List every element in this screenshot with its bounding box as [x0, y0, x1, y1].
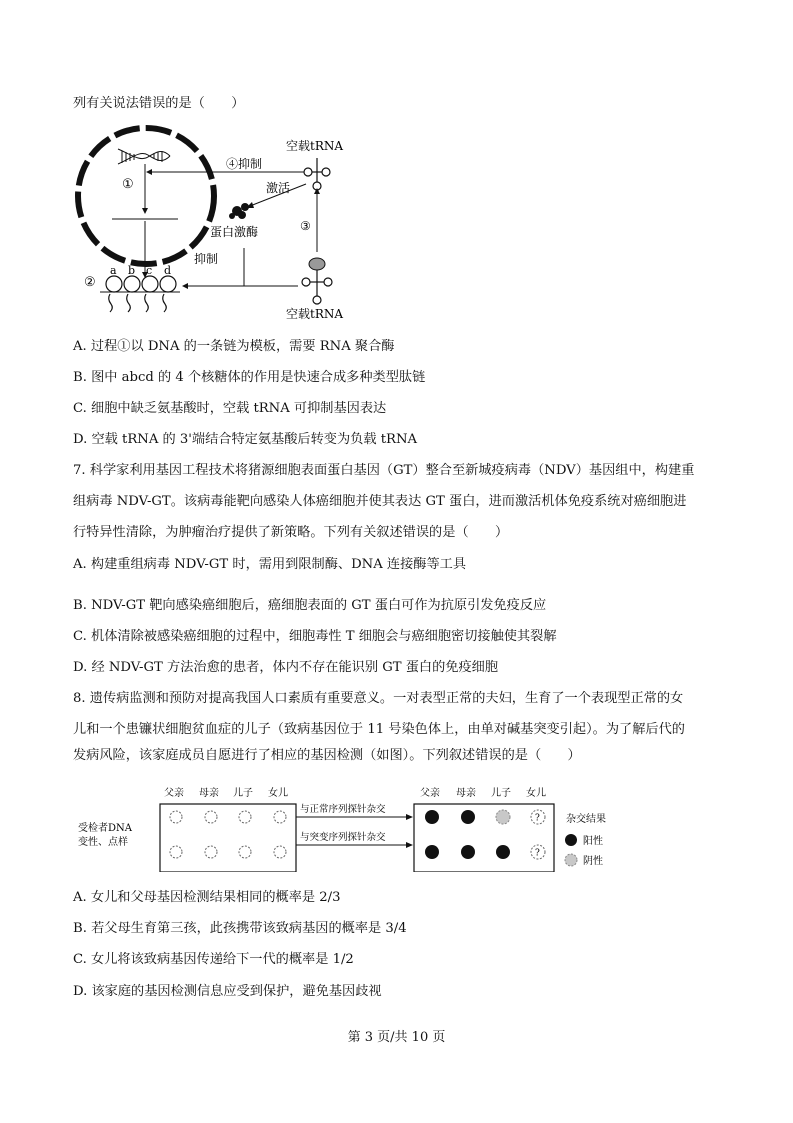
- q8-stem-line-1: 8. 遗传病监测和预防对提高我国人口素质有重要意义。一对表型正常的夫妇，生育了一个表现型正常的女: [73, 691, 684, 706]
- process-1-label: ①: [122, 177, 134, 192]
- result-dot-1-1: [461, 845, 475, 859]
- result-dot-1-0: [425, 845, 439, 859]
- q8-option-c: C. 女儿将该致病基因传递给下一代的概率是 1/2: [73, 952, 354, 967]
- q8-option-a: A. 女儿和父母基因检测结果相同的概率是 2/3: [73, 890, 341, 905]
- q8-stem-line-3: 发病风险，该家庭成员自愿进行了相应的基因检测（如图）。下列叙述错误的是（ ）: [73, 748, 581, 763]
- result-dot-0-0: [425, 810, 439, 824]
- empty-trna-bottom-label: 空载tRNA: [286, 307, 344, 321]
- ribosome-label-b: b: [128, 264, 136, 277]
- q7-option-c: C. 机体清除被感染癌细胞的过程中，细胞毒性 T 细胞会与癌细胞密切接触使其裂解: [73, 629, 557, 644]
- ribosome-a: [106, 276, 122, 312]
- sample-dot-0-0: [170, 811, 182, 823]
- protein-kinase-label: 蛋白激酶: [210, 225, 259, 239]
- q7-stem-line-2: 组病毒 NDV-GT。该病毒能靶向感染人体癌细胞并使其表达 GT 蛋白，进而激活机体免疫系统对癌细胞进: [73, 494, 687, 509]
- probe-normal-label: 与正常序列探针杂交: [300, 804, 386, 815]
- legend-positive-dot: [565, 834, 577, 846]
- dna-sample-label-2: 变性、点样: [78, 837, 128, 848]
- q8-option-d: D. 该家庭的基因检测信息应受到保护，避免基因歧视: [73, 984, 382, 999]
- probe-mutant-label: 与突变序列探针杂交: [300, 832, 386, 843]
- result-dot-1-2: [496, 845, 510, 859]
- sample-dot-1-0: [170, 846, 182, 858]
- dna-sample-label-1: 受检者DNA: [78, 823, 132, 834]
- empty-trna-top-label: 空载tRNA: [286, 139, 344, 153]
- activate-label: 激活: [266, 181, 291, 195]
- result-dot-0-2: [496, 810, 510, 824]
- ribosome-c: [142, 276, 158, 312]
- sample-dot-1-3: [274, 846, 286, 858]
- sample-dot-0-1: [205, 811, 217, 823]
- q7-stem-line-3: 行特异性清除，为肿瘤治疗提供了新策略。下列有关叙述错误的是（ ）: [73, 525, 509, 540]
- protein-kinase-icon: [229, 203, 249, 219]
- legend-positive-label: 阳性: [583, 836, 603, 847]
- sample-header-1: 母亲: [199, 788, 219, 799]
- process-2-label: ②: [84, 275, 96, 290]
- ribosome-label-d: d: [164, 264, 172, 277]
- inhibit-4-label: ④抑制: [226, 157, 263, 171]
- page-footer: 第 3 页/共 10 页: [347, 1030, 446, 1045]
- question-6-stem-tail: 列有关说法错误的是（ ）: [73, 96, 245, 111]
- q6-option-b: B. 图中 abcd 的 4 个核糖体的作用是快速合成多种类型肽链: [73, 370, 426, 385]
- result-header-1: 母亲: [456, 788, 476, 799]
- trna-icon: [304, 158, 330, 190]
- result-title: 杂交结果: [566, 814, 606, 825]
- sample-header-3: 女儿: [268, 788, 288, 799]
- sample-header-2: 儿子: [233, 788, 253, 799]
- result-header-2: 儿子: [491, 788, 511, 799]
- result-header-3: 女儿: [526, 788, 546, 799]
- sample-dot-0-3: [274, 811, 286, 823]
- q6-option-c: C. 细胞中缺乏氨基酸时，空载 tRNA 可抑制基因表达: [73, 401, 387, 416]
- q8-stem-line-2: 儿和一个患镰状细胞贫血症的儿子（致病基因位于 11 号染色体上，由单对碱基突变引起）。为了解后代的: [73, 722, 685, 737]
- process-3-label: ③: [300, 219, 311, 233]
- q7-option-b: B. NDV-GT 靶向感染癌细胞后，癌细胞表面的 GT 蛋白可作为抗原引发免疫反应: [73, 598, 547, 613]
- q7-option-d: D. 经 NDV-GT 方法治愈的患者，体内不存在能识别 GT 蛋白的免疫细胞: [73, 660, 499, 675]
- result-dot-0-1: [461, 810, 475, 824]
- sample-header-0: 父亲: [164, 788, 184, 799]
- q8-option-b: B. 若父母生育第三孩，此孩携带该致病基因的概率是 3/4: [73, 921, 407, 936]
- q6-option-a: A. 过程①以 DNA 的一条链为模板，需要 RNA 聚合酶: [73, 339, 395, 354]
- q7-stem-line-1: 7. 科学家利用基因工程技术将猪源细胞表面蛋白基因（GT）整合至新城疫病毒（NDV）基因组中，构建重: [73, 463, 695, 478]
- legend-negative-label: 阴性: [583, 856, 603, 867]
- ribosome-label-a: a: [110, 264, 117, 277]
- gene-expression-diagram: [70, 124, 390, 324]
- ribosome-label-c: c: [146, 264, 153, 277]
- sample-dot-1-1: [205, 846, 217, 858]
- result-header-0: 父亲: [420, 788, 440, 799]
- inhibit-label: 抑制: [194, 252, 219, 266]
- sample-dot-1-2: [239, 846, 251, 858]
- gene-detection-diagram: [78, 782, 638, 872]
- q6-option-d: D. 空载 tRNA 的 3'端结合特定氨基酸后转变为负载 tRNA: [73, 432, 418, 447]
- q7-option-a: A. 构建重组病毒 NDV-GT 时，需用到限制酶、DNA 连接酶等工具: [73, 557, 467, 572]
- sample-dot-0-2: [239, 811, 251, 823]
- ribosome-d: [160, 276, 176, 312]
- amino-acid-icon: [309, 258, 325, 270]
- unknown-mark-0-3: ?: [535, 813, 540, 824]
- legend-negative-dot: [565, 854, 577, 866]
- unknown-mark-1-3: ?: [535, 848, 540, 859]
- ribosome-b: [124, 276, 140, 312]
